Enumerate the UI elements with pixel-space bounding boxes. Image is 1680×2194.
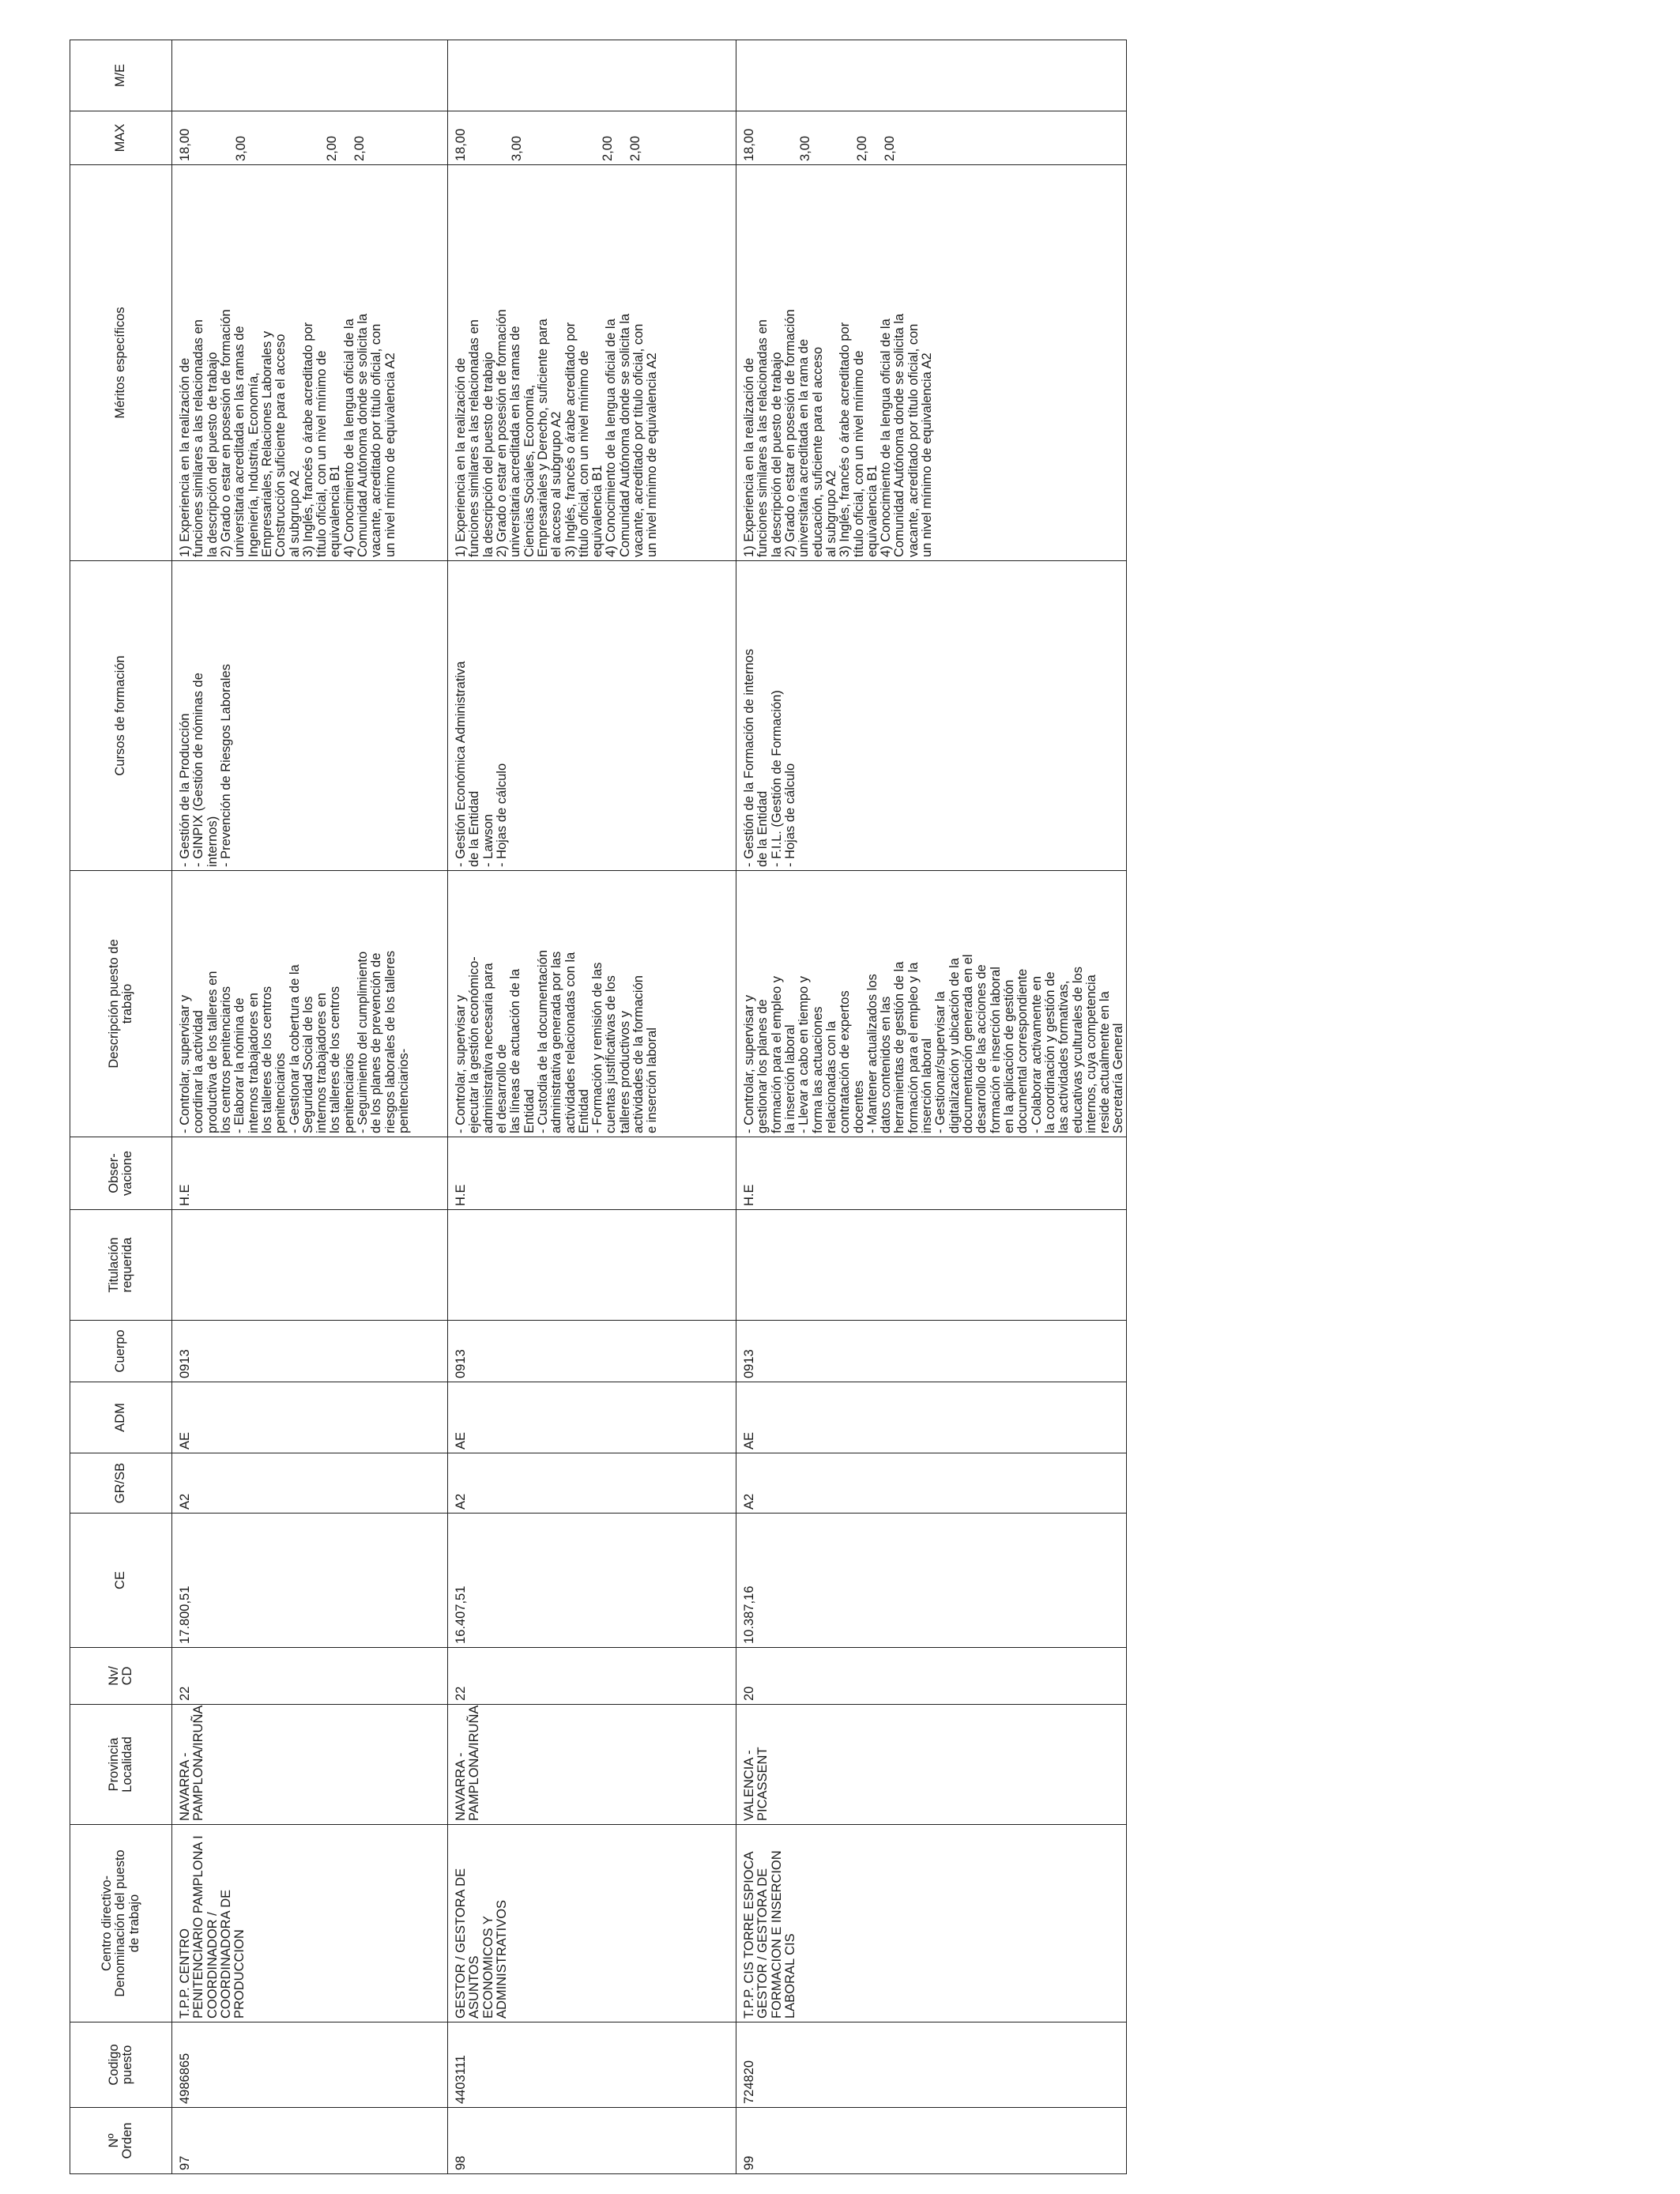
cell-max [172,111,448,165]
cell-adm: AE [736,1382,1127,1453]
header-nivel: Nv/ CD [70,1648,172,1705]
cell-observaciones: H.E [448,1137,736,1210]
max-value: 2,00 [600,135,615,161]
table-row [448,40,736,2174]
cell-grupo: A2 [172,1453,448,1514]
cell-orden: 98 [448,2108,736,2174]
cell-titulacion [448,1210,736,1321]
cell-cursos: - Gestión de la Formación de internos de la Entidad - F.I.L. (Gestión de Formación) - Hojas de cálculo [736,561,1127,871]
max-value: 3,00 [510,135,525,161]
cell-cursos: - Gestión de la Producción - GINPIX (Gestión de nóminas de internos) - Prevención de Riesgos Laborales [172,561,448,871]
cell-meritos: 1) Experiencia en la realización de funciones similares a las relacionadas en la descripción del puesto de trabajo 2) Grado o estar en posesión de formación universitaria acreditada en las ramas de Ciencias Sociales, Economía, Empresariales y Derecho, suficiente para el acceso al subgrupo A2 3) Inglés, francés o árabe acreditado por título oficial, con un nivel mínimo de equivalencia B1 4) Conocimiento de la lengua oficial de la Comunidad Autónoma donde se solicita la vacante, acreditado por título oficial, con un nivel mínimo de equivalencia A2 [448,165,736,561]
denominacion: GESTOR / GESTORA DE FORMACION E INSERCION LABORAL CIS [755,1850,797,2019]
denominacion: COORDINADOR / COORDINADORA DE PRODUCCION [205,1889,247,2019]
header-cuerpo: Cuerpo [70,1321,172,1382]
cell-observaciones: H.E [736,1137,1127,1210]
header-me: M/E [70,40,172,111]
header-descripcion: Descripción puesto de trabajo [70,871,172,1137]
cell-codigo: 4403111 [448,2022,736,2108]
cell-adm: AE [172,1382,448,1453]
cell-meritos: 1) Experiencia en la realización de funciones similares a las relacionadas en la descripción del puesto de trabajo 2) Grado o estar en posesión de formación universitaria acreditada en las ramas de Ingeniería, Industria, Economía, Empresariales, Relaciones Laborales y Construcción suficiente para el acceso al subgrupo A2 3) Inglés, francés o árabe acreditado por título oficial, con un nivel mínimo de equivalencia B1 4) Conocimiento de la lengua oficial de la Comunidad Autónoma donde se solicita la vacante, acreditado por título oficial, con un nivel mínimo de equivalencia A2 [172,165,448,561]
cell-nivel: 20 [736,1648,1127,1705]
header-row [70,40,172,2174]
cell-provincia: VALENCIA - PICASSENT [736,1705,1127,1825]
cell-codigo: 724820 [736,2022,1127,2108]
header-cursos: Cursos de formación [70,561,172,871]
max-value: 2,00 [352,135,367,161]
cell-me [448,40,736,111]
cell-ce: 16.407,51 [448,1514,736,1648]
cell-nivel: 22 [448,1648,736,1705]
max-value: 18,00 [742,128,756,161]
header-centro: Centro directivo- Denominación del puesto de trabajo [70,1825,172,2022]
header-adm: ADM [70,1382,172,1453]
denominacion: GESTOR / GESTORA DE ASUNTOS ECONOMICOS Y ADMINISTRATIVOS [454,1868,509,2019]
max-value: 3,00 [798,135,813,161]
table-row [736,40,1127,2174]
cell-provincia: NAVARRA - PAMPLONA/IRUÑA [448,1705,736,1825]
max-value: 18,00 [178,128,192,161]
cell-cuerpo: 0913 [736,1321,1127,1382]
cell-codigo: 4986865 [172,2022,448,2108]
cell-descripcion: - Controlar, supervisar y gestionar los planes de formación para el empleo y la inserción laboral - Llevar a cabo en tiempo y forma las actuaciones relacionadas con la contratación de expertos docentes - Mantener actualizados los datos contenidos en las herramientas de gestión de la formación para el empleo y la inserción laboral - Gestionar/supervisar la digitalización y ubicación de la documentación generada en el desarrollo de las acciones de formación e inserción laboral en la aplicación de gestión documental correspondiente - Colaborar activamente en la coordinación y gestión de las actividades formativas, educativas yculturales de los internos, cuya competencia reside actualmente en la Secretaría General [736,871,1127,1137]
cell-orden: 97 [172,2108,448,2174]
header-meritos: Méritos específicos [70,165,172,561]
header-titulacion: Titulación requerida [70,1210,172,1321]
header-ce: CE [70,1514,172,1648]
cell-ce: 17.800,51 [172,1514,448,1648]
cell-cursos: - Gestión Económica Administrativa de la Entidad - Lawson - Hojas de cálculo [448,561,736,871]
cell-max [736,111,1127,165]
max-value: 2,00 [324,135,339,161]
header-observaciones: Obser- vacione [70,1137,172,1210]
max-value: 18,00 [454,128,468,161]
cell-adm: AE [448,1382,736,1453]
cell-meritos: 1) Experiencia en la realización de funciones similares a las relacionadas en la descripción del puesto de trabajo 2) Grado o estar en posesión de formación universitaria acreditada en la rama de educación, suficiente para el acceso al subgrupo A2 3) Inglés, francés o árabe acreditado por título oficial, con un nivel mínimo de equivalencia B1 4) Conocimiento de la lengua oficial de la Comunidad Autónoma donde se solicita la vacante, acreditado por título oficial, con un nivel mínimo de equivalencia A2 [736,165,1127,561]
header-max: MAX [70,111,172,165]
cell-descripcion: - Controlar, supervisar y ejecutar la gestión económico- administrativa necesaria para el desarrollo de las líneas de actuación de la Entidad - Custodia de la documentación administrativa generada por las actividades relacionadas con la Entidad - Formación y remisión de las cuentas justificativas de los talleres productivos y actividades de la formación e inserción laboral [448,871,736,1137]
cell-cuerpo: 0913 [448,1321,736,1382]
cell-observaciones: H.E [172,1137,448,1210]
centro-directivo: T.P.P. CENTRO PENITENCIARIO PAMPLONA I [178,1835,206,2019]
cell-ce: 10.387,16 [736,1514,1127,1648]
cell-cuerpo: 0913 [172,1321,448,1382]
puestos-table [70,40,1127,2174]
cell-nivel: 22 [172,1648,448,1705]
cell-me [172,40,448,111]
cell-centro [172,1825,448,2022]
cell-me [736,40,1127,111]
header-grupo: GR/SB [70,1453,172,1514]
cell-grupo: A2 [736,1453,1127,1514]
cell-titulacion [736,1210,1127,1321]
cell-descripcion: - Controlar, supervisar y coordinar la actividad productiva de los talleres en los centros penitenciarios - Elaborar la nómina de internos trabajadores en los talleres de los centros penitenciarios - Gestionar la cobertura de la Seguridad Social de los internos trabajadores en los talleres de los centros penitenciarios - Seguimiento del cumplimiento de los planes de prevención de riesgos laborales de los talleres penitenciarios- [172,871,448,1137]
header-codigo: Codigo puesto [70,2022,172,2108]
header-provincia: Provincia Localidad [70,1705,172,1825]
cell-centro [736,1825,1127,2022]
max-value: 3,00 [234,135,249,161]
max-value: 2,00 [627,135,642,161]
cell-grupo: A2 [448,1453,736,1514]
cell-provincia: NAVARRA - PAMPLONA/IRUÑA [172,1705,448,1825]
header-orden: Nº Orden [70,2108,172,2174]
max-value: 2,00 [882,135,897,161]
cell-max [448,111,736,165]
cell-centro [448,1825,736,2022]
table-row [172,40,448,2174]
cell-orden: 99 [736,2108,1127,2174]
centro-directivo: T.P.P. CIS TORRE ESPIOCA [742,1851,756,2019]
max-value: 2,00 [854,135,869,161]
cell-titulacion [172,1210,448,1321]
